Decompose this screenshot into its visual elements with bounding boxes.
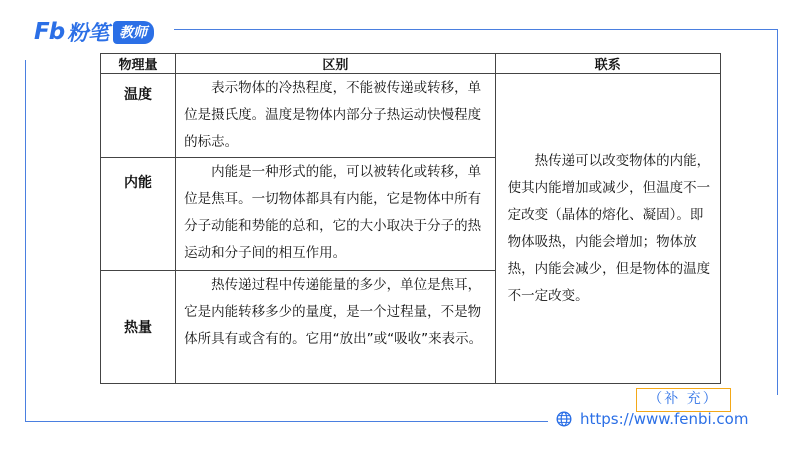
header-connection: 联系 bbox=[495, 54, 720, 74]
supplement-tag: （补 充） bbox=[636, 388, 731, 412]
header-quantity: 物理量 bbox=[101, 54, 176, 74]
table-row bbox=[101, 74, 721, 158]
quantity-cell: 内能 bbox=[101, 158, 176, 271]
frame-right-line bbox=[777, 29, 778, 395]
logo-brand: 粉笔 bbox=[67, 21, 110, 45]
website-link[interactable] bbox=[556, 409, 748, 429]
logo-mark: Fb bbox=[34, 19, 65, 45]
frame-bottom-line bbox=[25, 421, 548, 422]
frame-left-line bbox=[25, 60, 26, 422]
fenbi-logo bbox=[34, 20, 154, 44]
comparison-table bbox=[100, 53, 721, 384]
logo-badge: 教师 bbox=[113, 21, 154, 44]
globe-icon bbox=[556, 411, 572, 427]
difference-cell: 内能是一种形式的能，可以被转化或转移，单位是焦耳。一切物体都具有内能，它是物体中所有分子动能和势能的总和，它的大小取决于分子的热运动和分子间的相互作用。 bbox=[176, 158, 496, 271]
website-url: https://www.fenbi.com bbox=[580, 410, 749, 428]
connection-cell: 热传递可以改变物体的内能，使其内能增加或减少，但温度不一定改变（晶体的熔化、凝固）。即物体吸热，内能会增加；物体放热，内能会减少，但是物体的温度不一定改变。 bbox=[495, 74, 720, 384]
table-header-row bbox=[101, 54, 721, 74]
difference-cell: 热传递过程中传递能量的多少，单位是焦耳，它是内能转移多少的量度，是一个过程量，不是物体所具有或含有的。它用“放出”或“吸收”来表示。 bbox=[176, 271, 496, 384]
quantity-cell: 热量 bbox=[101, 271, 176, 384]
header-difference: 区别 bbox=[176, 54, 496, 74]
difference-cell: 表示物体的冷热程度，不能被传递或转移，单位是摄氏度。温度是物体内部分子热运动快慢程度的标志。 bbox=[176, 74, 496, 158]
quantity-cell: 温度 bbox=[101, 74, 176, 158]
frame-top-line bbox=[174, 29, 778, 30]
